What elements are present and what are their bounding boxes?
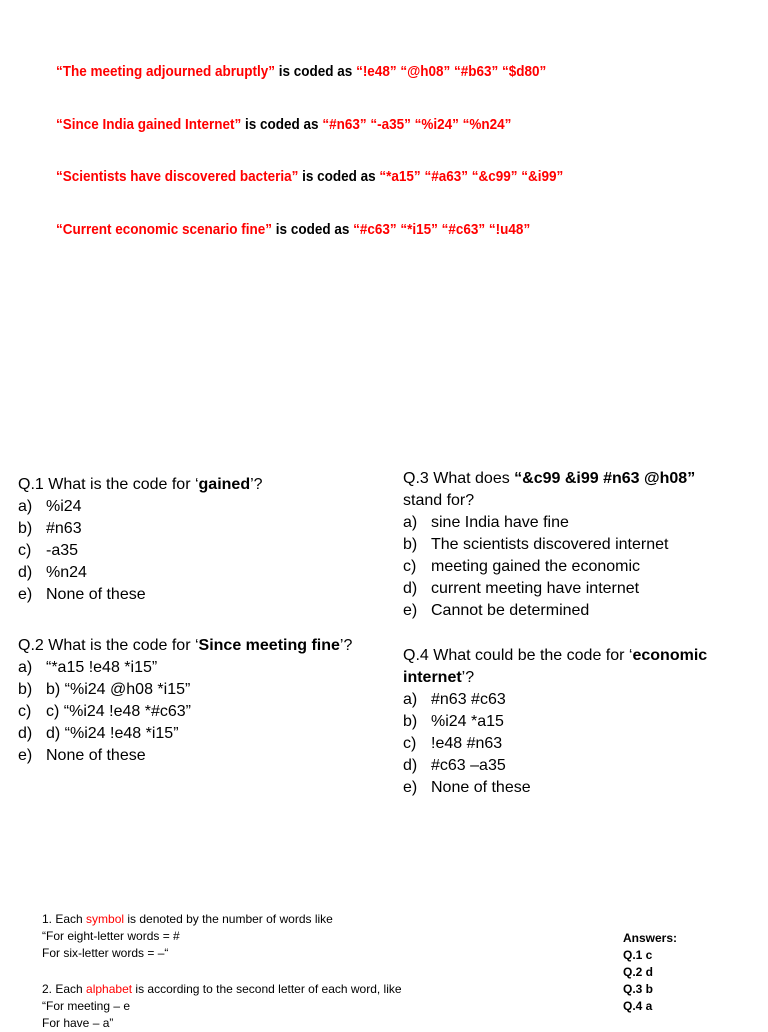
answer-item: Q.1 c [623, 948, 653, 962]
option-c: c) meeting gained the economic [403, 558, 641, 575]
question-stem: Q.2 What is the code for ‘Since meeting fine’? [18, 637, 353, 654]
clue-phrase: “The meeting adjourned abruptly” [56, 63, 276, 80]
option-e: e) None of these [18, 586, 146, 603]
option-a: a) %i24 [18, 498, 82, 515]
option-a: a) sine India have fine [403, 514, 569, 531]
clue-phrase: “Current economic scenario fine” [56, 221, 273, 238]
question-2 [18, 635, 352, 767]
option-b: b) #n63 [18, 520, 82, 537]
question-stem: Q.4 What could be the code for ‘economic [403, 647, 708, 664]
option-b: b) %i24 *a15 [403, 713, 504, 730]
question-stem: Q.1 What is the code for ‘gained’? [18, 476, 263, 493]
option-e: e) None of these [403, 779, 531, 796]
clue-code: “#n63” “-a35” “%i24” “%n24” [322, 116, 512, 133]
note-2 [42, 981, 402, 1032]
clue-3 [56, 168, 563, 185]
option-e: e) Cannot be determined [403, 602, 590, 619]
option-b: b) The scientists discovered internet [403, 536, 669, 553]
question-1 [18, 474, 263, 606]
answer-item: Q.3 b [623, 982, 654, 996]
clue-code: “!e48” “@h08” “#b63” “$d80” [356, 63, 547, 80]
clue-code: “#c63” “*i15” “#c63” “!u48” [353, 221, 531, 238]
clue-code: “*a15” “#a63” “&c99” “&i99” [379, 168, 564, 185]
note-line: “For eight-letter words = # [42, 929, 180, 943]
question-stem-line2: stand for? [403, 492, 475, 509]
option-b: b) b) “%i24 @h08 *i15” [18, 681, 191, 698]
clue-mid: is coded as [275, 63, 357, 80]
answer-item: Q.2 d [623, 965, 654, 979]
clue-2 [56, 116, 511, 133]
note-line: “For meeting – e [42, 999, 131, 1013]
option-c: c) !e48 #n63 [403, 735, 503, 752]
option-a: a) “*a15 !e48 *i15” [18, 659, 158, 676]
answers-block [623, 930, 677, 1015]
clue-phrase: “Scientists have discovered bacteria” [56, 168, 299, 185]
option-d: d) d) “%i24 !e48 *i15” [18, 725, 179, 742]
option-d: d) current meeting have internet [403, 580, 640, 597]
clue-4 [56, 221, 530, 238]
clue-mid: is coded as [272, 221, 354, 238]
question-stem-line2: internet’? [403, 669, 475, 686]
clue-mid: is coded as [298, 168, 380, 185]
note-1 [42, 911, 333, 962]
question-4 [403, 645, 707, 799]
option-e: e) None of these [18, 747, 146, 764]
option-d: d) %n24 [18, 564, 87, 581]
option-d: d) #c63 –a35 [403, 757, 506, 774]
note-line: For six-letter words = –“ [42, 946, 169, 960]
answer-item: Q.4 a [623, 999, 653, 1013]
question-stem: Q.3 What does “&c99 &i99 #n63 @h08” [403, 470, 696, 487]
note-line: 1. Each symbol is denoted by the number of words like [42, 912, 333, 926]
question-3 [403, 468, 695, 622]
clue-mid: is coded as [241, 116, 323, 133]
option-c: c) -a35 [18, 542, 79, 559]
answers-title: Answers: [623, 931, 678, 945]
option-a: a) #n63 #c63 [403, 691, 506, 708]
clue-1 [56, 63, 546, 80]
note-line: For have – a” [42, 1016, 114, 1030]
option-c: c) c) “%i24 !e48 *#c63” [18, 703, 191, 720]
clue-phrase: “Since India gained Internet” [56, 116, 242, 133]
note-line: 2. Each alphabet is according to the second letter of each word, like [42, 982, 402, 996]
